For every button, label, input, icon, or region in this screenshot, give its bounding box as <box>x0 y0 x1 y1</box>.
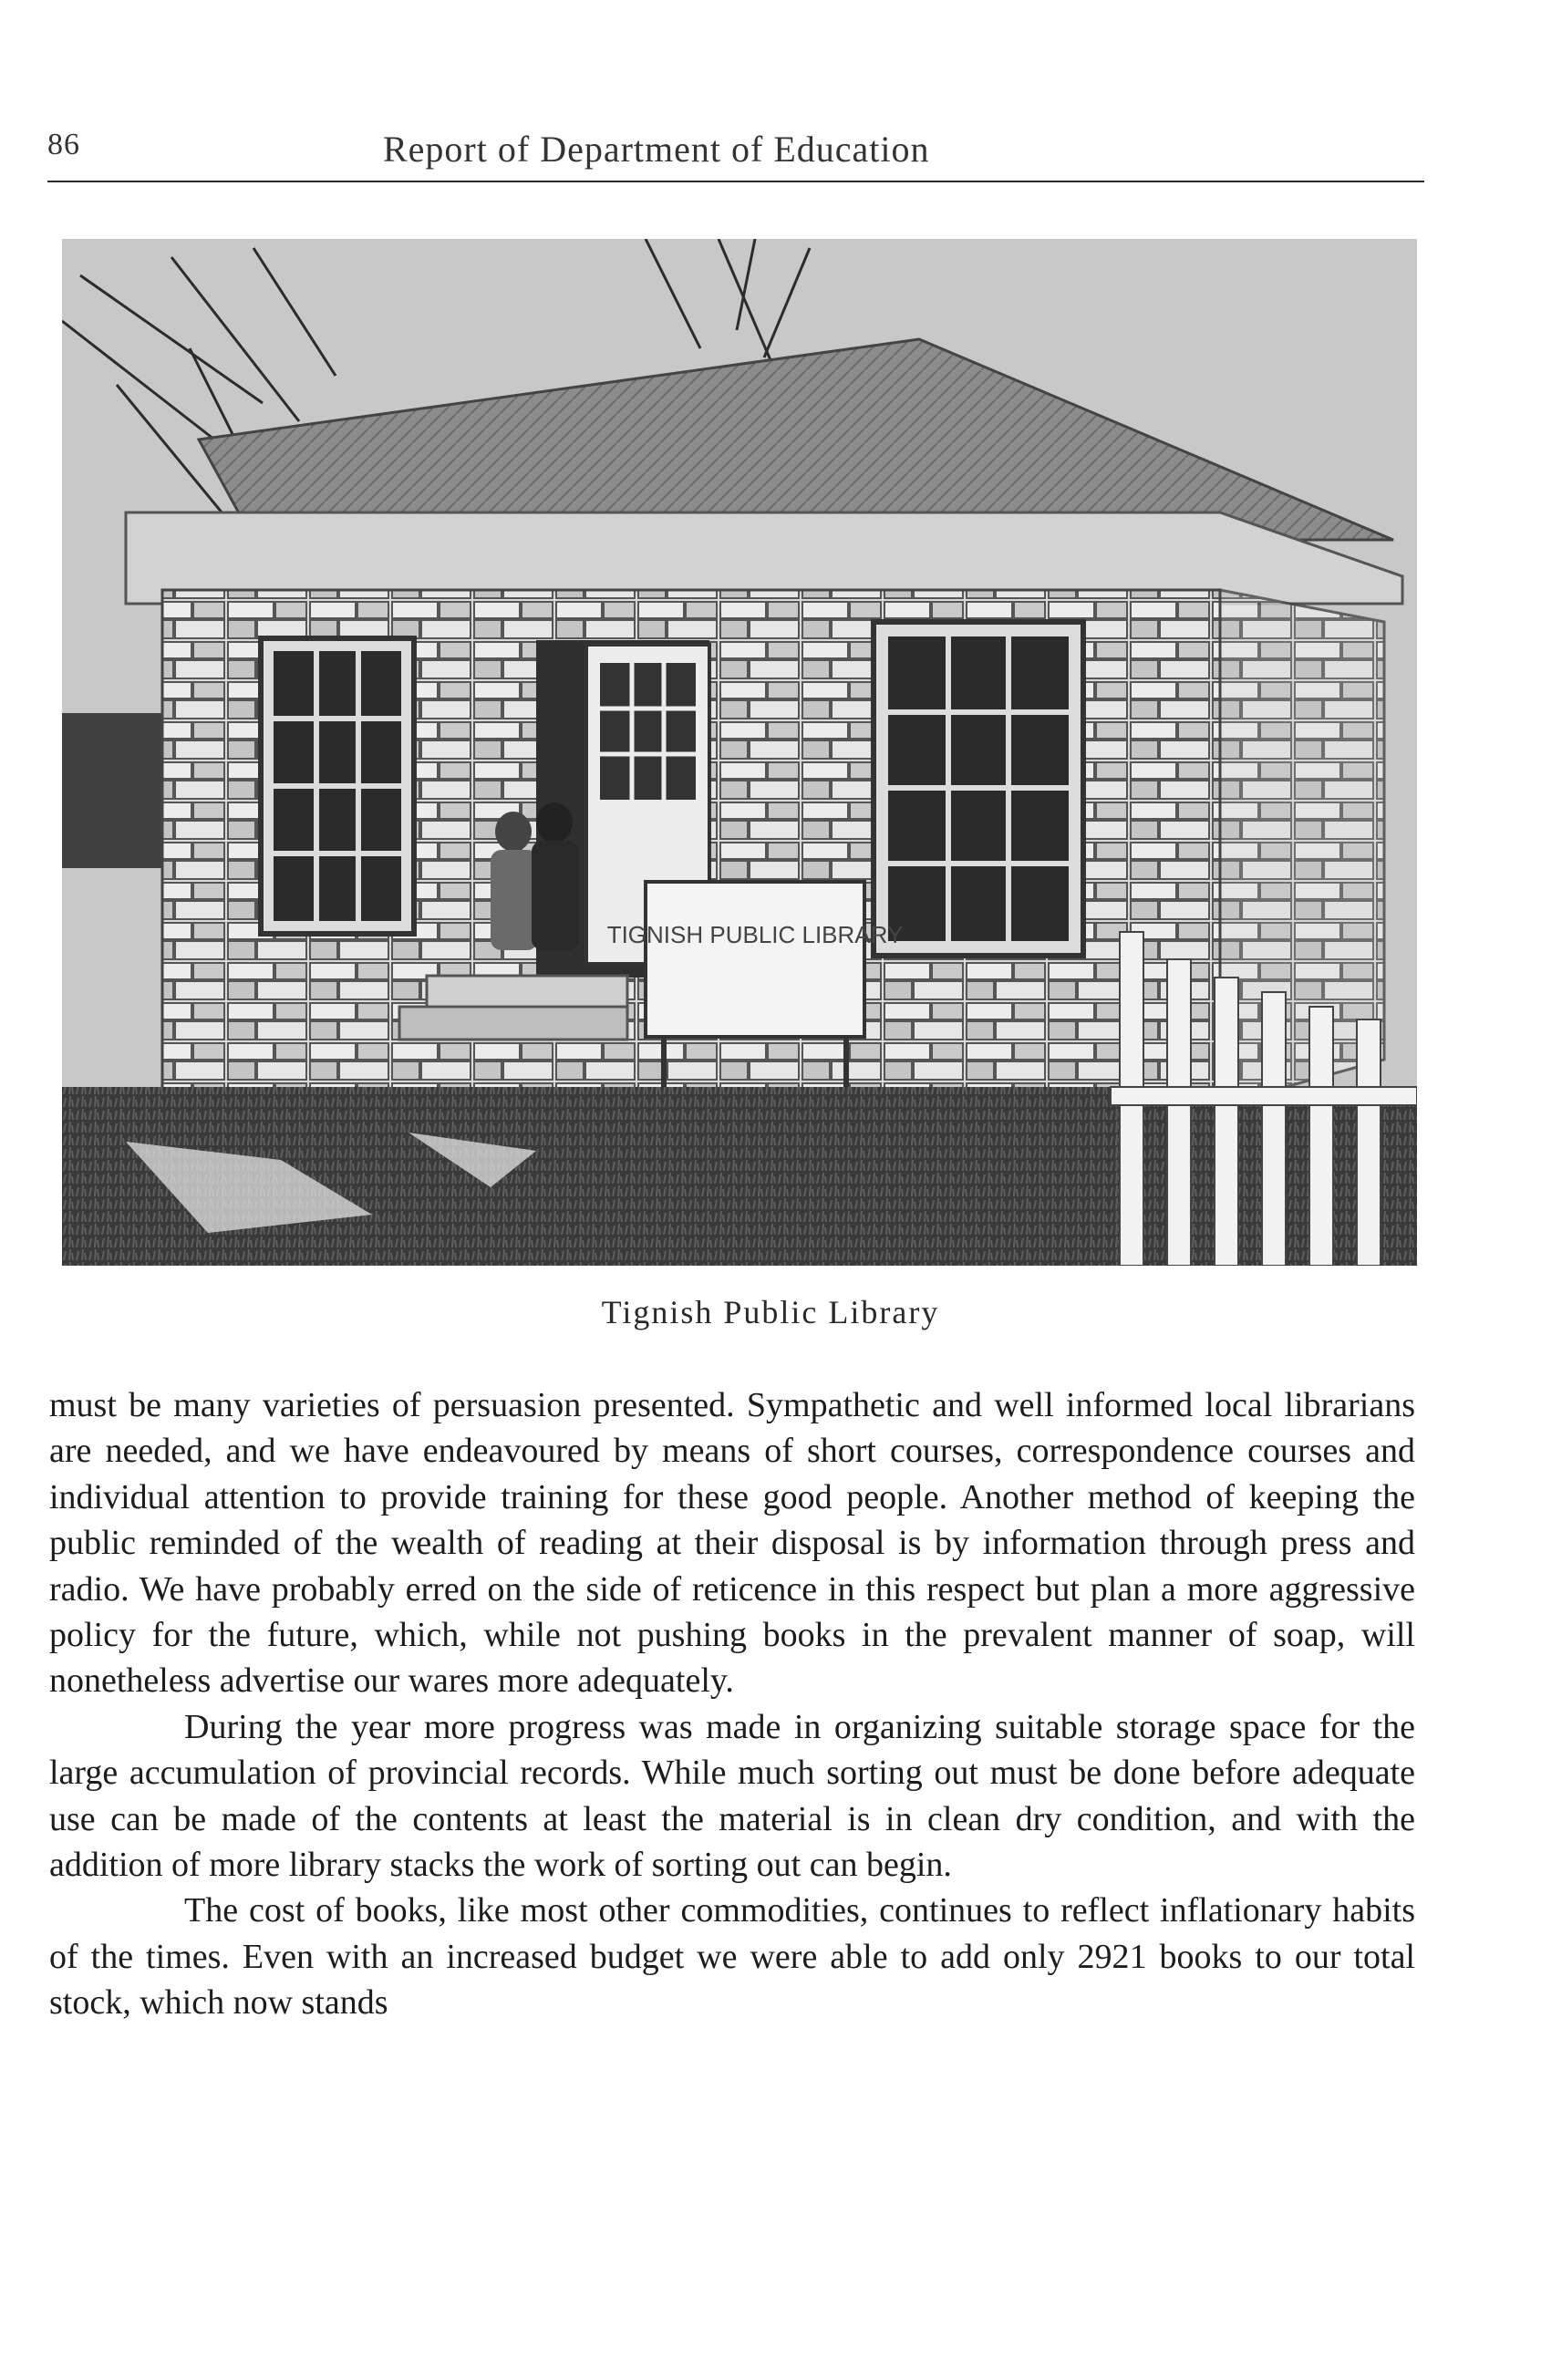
page-number: 86 <box>47 128 80 161</box>
paragraph: During the year more progress was made in organizing suitable storage space for the large accumulation of provincial records. While much sorting out must be done before adequate use can be made of the contents at least the material is in clean dry condition, and with the addition of more library stacks the work of sorting out can begin. <box>49 1707 1415 1885</box>
right-window <box>874 622 1083 956</box>
header-rule <box>47 181 1424 182</box>
left-window <box>261 638 414 934</box>
neighboring-shed <box>62 713 171 868</box>
sign-text: TIGNISH PUBLIC LIBRARY <box>606 921 904 948</box>
figure-caption: Tignish Public Library <box>601 1294 940 1330</box>
front-steps <box>399 976 627 1040</box>
library-building-illustration <box>62 239 1417 1266</box>
library-photograph <box>62 239 1417 1266</box>
body-text <box>49 1382 1415 2026</box>
paragraph: The cost of books, like most other commodities, continues to reflect inflationary habits of the times. Even with an increased budget we were able to add only 2921 books to our total stock, which now stands <box>49 1891 1415 2023</box>
paragraph: must be many varieties of persuasion presented. Sympathetic and well informed local librarians are needed, and we have endeavoured by means of short courses, correspondence courses and individual attention to provide training for these good people. Another method of keeping the public reminded of the wealth of reading at their disposal is by information through press and radio. We have probably erred on the side of reticence in this respect but plan a more aggressive policy for the future, which, while not pushing books in the prevalent manner of soap, will nonetheless advertise our wares more adequately. <box>49 1386 1415 1701</box>
running-title: Report of Department of Education <box>383 129 930 170</box>
